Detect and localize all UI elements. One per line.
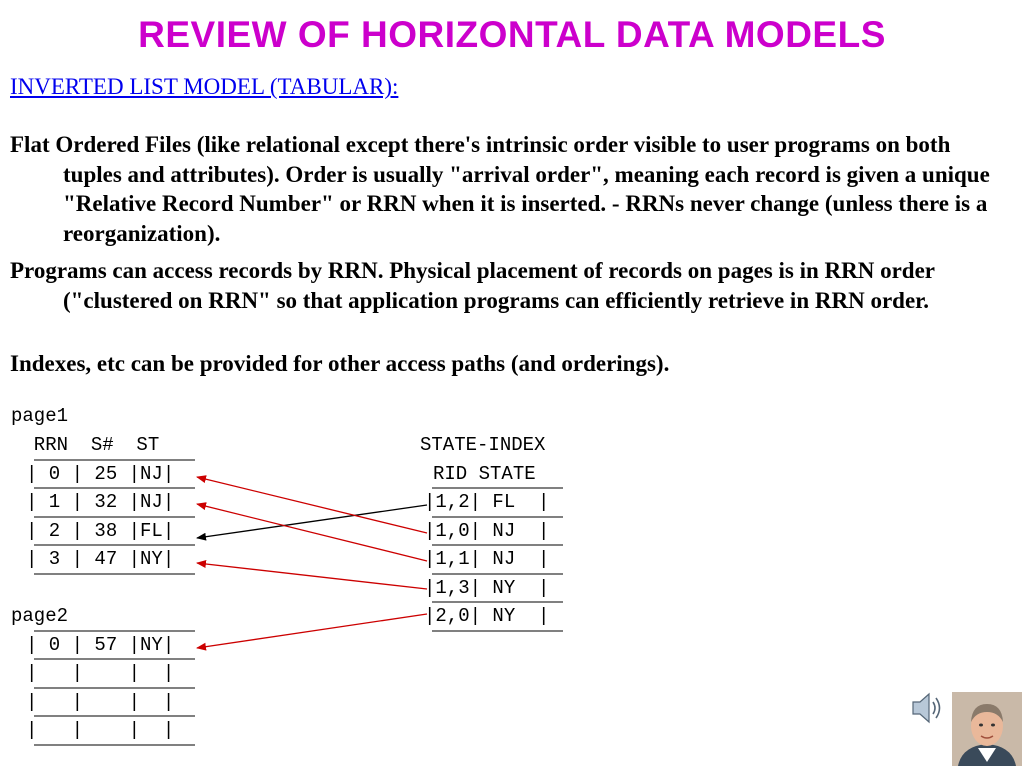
state-index-row: |1,3| NY |	[424, 577, 550, 599]
slide-title: REVIEW OF HORIZONTAL DATA MODELS	[138, 14, 886, 55]
paragraph-flat-ordered-files: Flat Ordered Files (like relational except there's intrinsic order visible to user programs on both tuples and attributes). Order is usually "arrival order", meaning each record is given a unique "Relative Record Number" or RRN when it is inserted. - RRNs never change (unless there is a reorganization).	[10, 132, 990, 246]
page1-label: page1	[11, 405, 69, 427]
presenter-photo	[952, 692, 1022, 766]
arrow-1-3-to-page1-row3	[197, 563, 427, 589]
state-index-header: RID STATE	[433, 463, 536, 485]
page2-row: | | | |	[26, 691, 175, 713]
paragraph-indexes: Indexes, etc can be provided for other access paths (and orderings).	[10, 351, 670, 376]
section-heading-link[interactable]: INVERTED LIST MODEL (TABULAR):	[10, 74, 399, 99]
page2-label: page2	[11, 605, 69, 627]
state-index-row: |2,0| NY |	[424, 605, 550, 627]
page1-grid-lines	[34, 460, 195, 574]
speaker-icon[interactable]	[907, 688, 947, 728]
page1-header: RRN S# ST	[11, 434, 160, 456]
page1-row: | 1 | 32 |NJ|	[26, 491, 175, 513]
state-index-row: |1,0| NJ |	[424, 520, 550, 542]
state-index-grid-lines	[432, 488, 563, 631]
page2-grid-lines	[34, 631, 195, 745]
page2-row: | | | |	[26, 719, 175, 741]
state-index-row: |1,2| FL |	[424, 491, 550, 513]
page1-row: | 3 | 47 |NY|	[26, 548, 175, 570]
state-index-row: |1,1| NJ |	[424, 548, 550, 570]
paragraph-access-by-rrn: Programs can access records by RRN. Physical placement of records on pages is in RRN order ("clustered on RRN" so that application programs can efficiently retrieve in RRN order.	[10, 258, 935, 313]
arrow-1-0-to-page1-row0	[197, 477, 427, 533]
arrow-2-0-to-page2-row0	[197, 614, 427, 648]
page2-row: | | | |	[26, 662, 175, 684]
page1-row: | 0 | 25 |NJ|	[26, 463, 175, 485]
state-index-title: STATE-INDEX	[420, 434, 546, 456]
page1-row: | 2 | 38 |FL|	[26, 520, 175, 542]
page2-row: | 0 | 57 |NY|	[26, 634, 175, 656]
